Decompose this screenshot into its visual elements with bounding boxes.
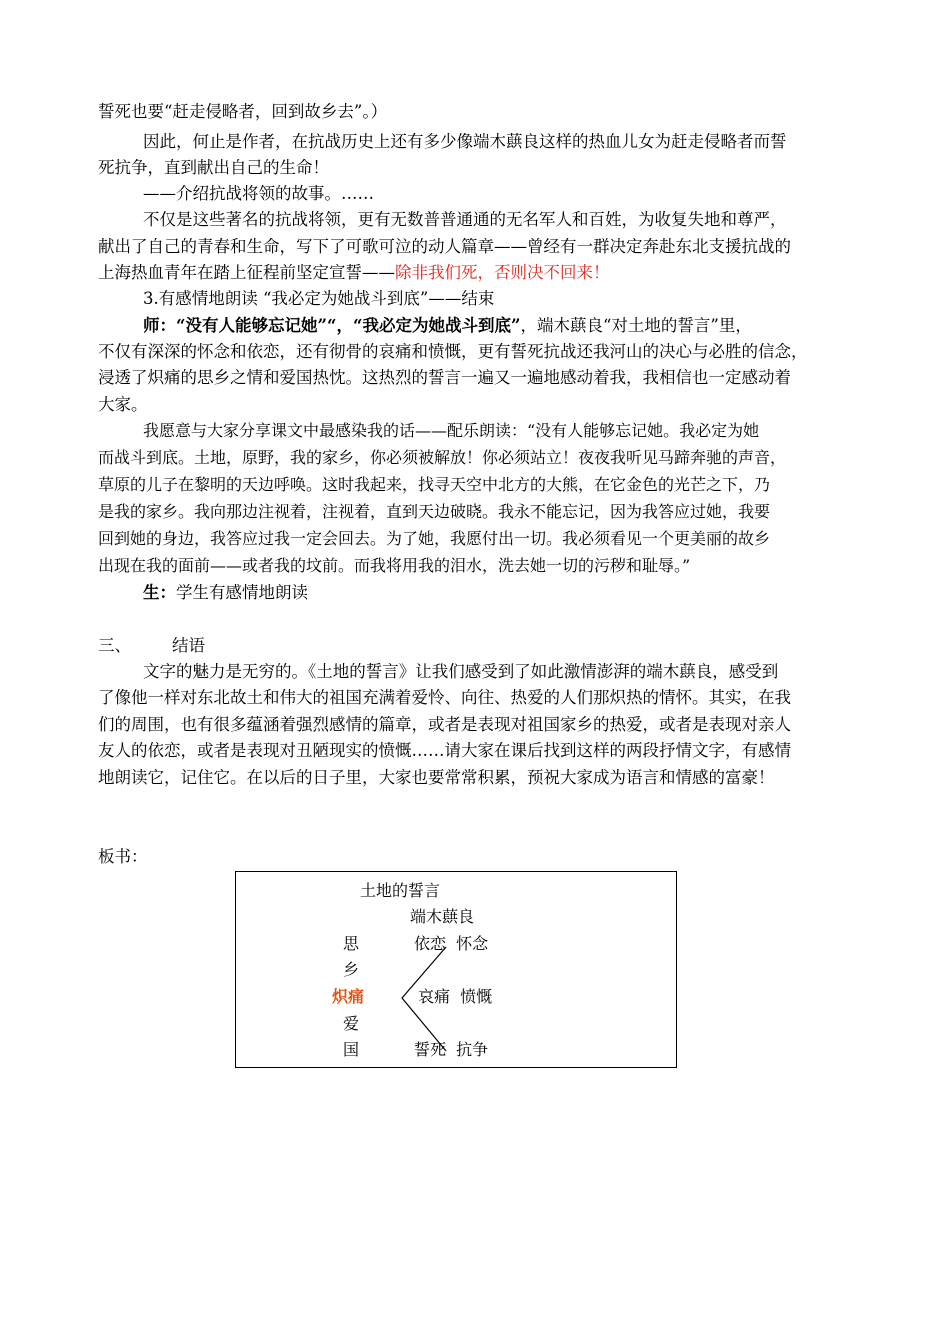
paragraph-line: 大家。 (98, 395, 148, 414)
board-keyword: 炽痛 (332, 987, 365, 1006)
board-label: 板书： (98, 847, 148, 866)
paragraph-line: 了像他一样对东北故土和伟大的祖国充满着爱怜、向往、热爱的人们那炽热的情怀。其实，在我 (98, 688, 791, 707)
highlight-oath: 除非我们死，否则决不回来！ (395, 263, 610, 282)
recital-line: 而战斗到底。土地，原野，我的家乡，你必须被解放！你必须站立！夜夜我听见马蹄奔驰的声音， (98, 448, 787, 467)
paragraph-line: 浸透了炽痛的思乡之情和爱国热忱。这热烈的誓言一遍又一遍地感动着我，我相信也一定感动着 (98, 368, 791, 387)
section-heading: 3.有感情地朗读 “我必定为她战斗到底”——结束 (143, 289, 495, 308)
board-char: 国 (343, 1040, 360, 1059)
paragraph-line (143, 316, 752, 336)
board-char: 爱 (343, 1014, 360, 1033)
paragraph-line: ——介绍抗战将领的故事。…… (143, 184, 374, 203)
teacher-quote: 师：“没有人能够忘记她”“，“我必定为她战斗到底” (143, 316, 521, 335)
paragraph-line: 献出了自己的青春和生命，写下了可歌可泣的动人篇章——曾经有一群决定奔赴东北支援抗战的 (98, 237, 791, 256)
recital-line: 是我的家乡。我向那边注视着，注视着，直到天边破晓。我永不能忘记，因为我答应过她，我要 (98, 502, 771, 521)
recital-line: 回到她的身边，我答应过我一定会回去。为了她，我愿付出一切。我必须看见一个更美丽的故乡 (98, 529, 771, 548)
recital-line: 出现在我的面前——或者我的坟前。而我将用我的泪水，洗去她一切的污秽和耻辱。” (98, 556, 691, 575)
board-branch: 依恋 怀念 (414, 934, 489, 953)
paragraph-line (143, 583, 308, 603)
paragraph-line: 友人的依恋，或者是表现对丑陋现实的愤慨……请大家在课后找到这样的两段抒情文字，有感情 (98, 741, 791, 760)
paragraph-line: 死抗争，直到献出自己的生命！ (98, 158, 329, 177)
paragraph-line: 们的周围，也有很多蕴涵着强烈感情的篇章，或者是表现对祖国家乡的热爱，或者是表现对亲人 (98, 715, 791, 734)
paragraph-line: 地朗读它，记住它。在以后的日子里，大家也要常常积累，预祝大家成为语言和情感的富豪！ (98, 768, 775, 787)
recital-line: 我愿意与大家分享课文中最感染我的话——配乐朗读：“没有人能够忘记她。我必定为她 (143, 421, 760, 440)
recital-line: 草原的儿子在黎明的天边呼唤。这时我起来，找寻天空中北方的大熊，在它金色的光芒之下，乃 (98, 475, 771, 494)
student-label: 生： (143, 583, 176, 602)
paragraph-line: 因此，何止是作者，在抗战历史上还有多少像端木蕻良这样的热血儿女为赶走侵略者而誓 (143, 132, 787, 151)
section-title: 结语 (172, 636, 205, 655)
board-char: 思 (343, 934, 360, 953)
text-run: 上海热血青年在踏上征程前坚定宣誓—— (98, 263, 395, 282)
paragraph-line: 不仅有深深的怀念和依恋，还有彻骨的哀痛和愤慨，更有誓死抗战还我河山的决心与必胜的信念， (98, 342, 808, 361)
paragraph-line (98, 263, 610, 283)
text-run: 学生有感情地朗读 (176, 583, 308, 602)
section-number: 三、 (98, 636, 131, 655)
board-branch: 誓死 抗争 (414, 1040, 489, 1059)
paragraph-line: 文字的魅力是无穷的。《土地的誓言》让我们感受到了如此激情澎湃的端木蕻良，感受到 (143, 662, 779, 681)
paragraph-line: 誓死也要“赶走侵略者，回到故乡去”。） (98, 102, 388, 121)
board-char: 乡 (343, 960, 360, 979)
paragraph-line: 不仅是这些著名的抗战将领，更有无数普普通通的无名军人和百姓，为收复失地和尊严， (143, 210, 787, 229)
board-branch: 哀痛 愤慨 (418, 987, 493, 1006)
board-title: 土地的誓言 (360, 881, 441, 900)
text-run: ，端木蕻良“对土地的誓言”里， (520, 316, 752, 335)
blackboard-summary (235, 871, 677, 1068)
board-author: 端木蕻良 (410, 907, 475, 926)
